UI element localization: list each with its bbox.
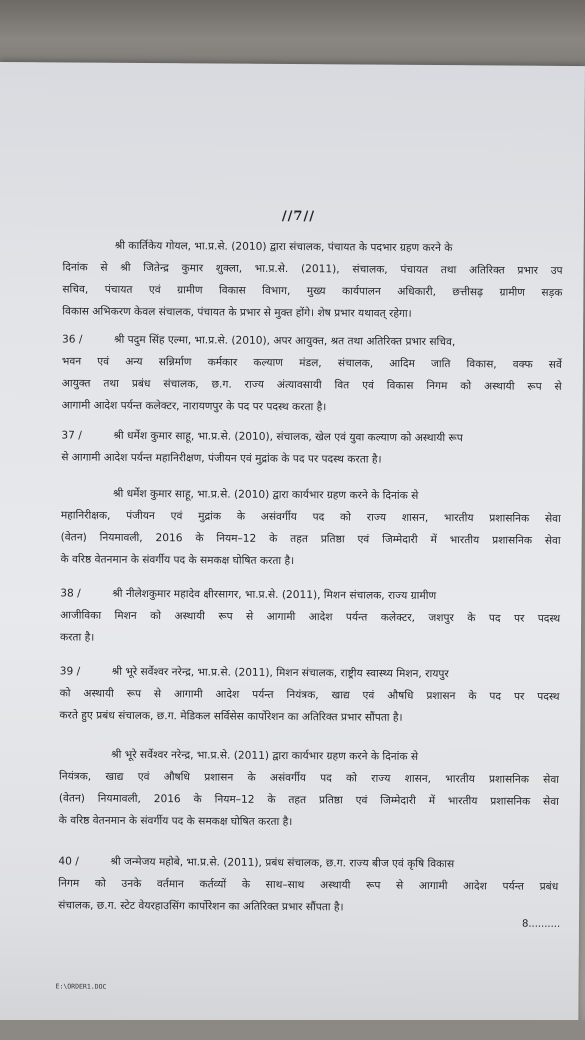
text-line: करते हुए प्रबंध संचालक, छ.ग. मेडिकल सर्विसेस कार्पोरेशन का अतिरिक्त प्रभार सौंपता है। <box>59 709 403 724</box>
text-line: के वरिष्ठ वेतनमान के संवर्गीय पद के समकक्ष घोषित करता है। <box>58 814 293 829</box>
paragraph-goyal-relief <box>62 234 563 325</box>
paragraph-39 <box>59 660 559 729</box>
file-path-footer: E:\ORDER1.DOC <box>55 982 107 991</box>
text-line: संचालक, छ.ग. स्टेट वेयरहाउसिंग कार्पोरेशन का अतिरिक्त प्रभार सौंपता है। <box>58 899 344 914</box>
text-line: से आगामी आदेश पर्यन्त महानिरीक्षण, पंजीयन एवं मुद्रांक के पद पर पदस्थ करता है। <box>61 451 382 466</box>
text-line: श्री नीलेशकुमार महादेव क्षीरसागर, भा.प्र.से. (2011), मिशन संचालक, राज्य ग्रामीण <box>112 587 437 603</box>
paragraph-36 <box>62 328 563 419</box>
paragraph-number: 40 / <box>58 855 79 868</box>
paragraph-number: 38 / <box>60 587 81 600</box>
text-line: नियंत्रक, खाद्य एवं औषधि प्रशासन के असंवर्गीय पद को राज्य शासन, भारतीय प्रशासनिक सेवा <box>58 770 560 786</box>
text-line: (वेतन) नियमावली, 2016 के नियम–12 के तहत प्रतिष्ठा एवं जिम्मेदारी में भारतीय प्रशासनिक सेवा <box>58 792 559 808</box>
text-line: श्री कार्तिकेय गोयल, भा.प्र.से. (2010) द्वारा संचालक, पंचायत के पदभार ग्रहण करने के <box>114 239 453 255</box>
paragraph-37-equivalence <box>60 482 561 573</box>
text-line: (वेतन) नियमावली, 2016 के नियम–12 के तहत प्रतिष्ठा एवं जिम्मेदारी में भारतीय प्रशासनिक सेवा <box>60 531 561 547</box>
text-line: करता है। <box>59 631 95 644</box>
text-line: सचिव, पंचायत एवं ग्रामीण विकास विभाग, मुख्य कार्यपालन अधिकारी, छत्तीसढ़ ग्रामीण सड़क <box>62 283 563 299</box>
paragraph-40 <box>58 850 558 919</box>
text-line: श्री भूरे सर्वेश्वर नरेन्द्र, भा.प्र.से. (2011), मिशन संचालक, राष्ट्रीय स्वास्थ्य मिशन, रायपुर <box>111 665 449 681</box>
paper-sheet <box>0 62 585 1040</box>
text-line: को अस्थायी रूप से आगामी आदेश पर्यन्त नियंत्रक, खाद्य एवं औषधि प्रशासन के पद पर पदस्थ <box>59 687 560 703</box>
text-line: विकास अभिकरण केवल संचालक, पंचायत के प्रभार से मुक्त होंगे। शेष प्रभार यथावत् रहेगा। <box>62 305 412 320</box>
text-line: श्री जन्मेजय महोबे, भा.प्र.से. (2011), प्रबंध संचालक, छ.ग. राज्य बीज एवं कृषि विकास <box>110 855 455 871</box>
text-line: के वरिष्ठ वेतनमान के संवर्गीय पद के समकक्ष घोषित करता है। <box>60 553 295 568</box>
text-line: महानिरीक्षक, पंजीयन एवं मुद्रांक के असंवर्गीय पद को राज्य शासन, भारतीय प्रशासनिक सेवा <box>60 509 561 525</box>
paragraph-number: 36 / <box>62 333 83 346</box>
text-line: दिनांक से श्री जितेन्द्र कुमार शुक्ला, भा.प्र.से. (2011), संचालक, पंचायत तथा अतिरिक्त प्रभार उप <box>62 261 563 277</box>
page-mark: //7// <box>281 208 316 225</box>
text-line: आगामी आदेश पर्यन्त कलेक्टर, नारायणपुर के पद पर पदस्थ करता है। <box>61 399 327 414</box>
paragraph-37 <box>61 424 561 471</box>
text-line: निगम को उनके वर्तमान कर्तव्यों के साथ–साथ अस्थायी रूप से आगामी आदेश पर्यन्त प्रबंध <box>58 877 559 893</box>
paragraph-39-equivalence <box>59 743 560 834</box>
paragraph-38 <box>60 582 560 651</box>
text-line: आयुक्त तथा प्रबंध संचालक, छ.ग. राज्य अंत्यावसायी वित एवं विकास निगम को अस्थायी रूप से <box>61 377 562 393</box>
paragraph-number: 39 / <box>59 665 81 678</box>
text-line: श्री धर्मेश कुमार साहू, भा.प्र.से. (2010), संचालक, खेल एवं युवा कल्याण को अस्थायी रूप <box>113 429 463 445</box>
text-line: आजीविका मिशन को अस्थायी रूप से आगामी आदेश पर्यन्त कलेक्टर, जशपुर के पद पर पदस्थ <box>60 609 561 625</box>
continuation-marker: 8.......... <box>521 918 561 930</box>
paragraph-number: 37 / <box>61 429 82 442</box>
background-surface <box>0 1020 585 1040</box>
text-line: श्री पदुम सिंह एल्मा, भा.प्र.से. (2010), अपर आयुक्त, श्रत तथा अतिरिक्त प्रभार सचिव, <box>114 333 456 349</box>
text-line: भवन एवं अन्य सन्निर्माण कर्मकार कल्याण मंडल, संचालक, आदिम जाति विकास, वक्फ सर्वे <box>61 355 562 371</box>
text-line: श्री धर्मेश कुमार साहू, भा.प्र.से. (2010) द्वारा कार्यभार ग्रहण करने के दिनांक से <box>112 487 419 502</box>
text-line: श्री भूरे सर्वेश्वर नरेन्द्र, भा.प्र.से. (2011) द्वारा कार्यभार ग्रहण करने के दिनांक से <box>111 748 419 763</box>
